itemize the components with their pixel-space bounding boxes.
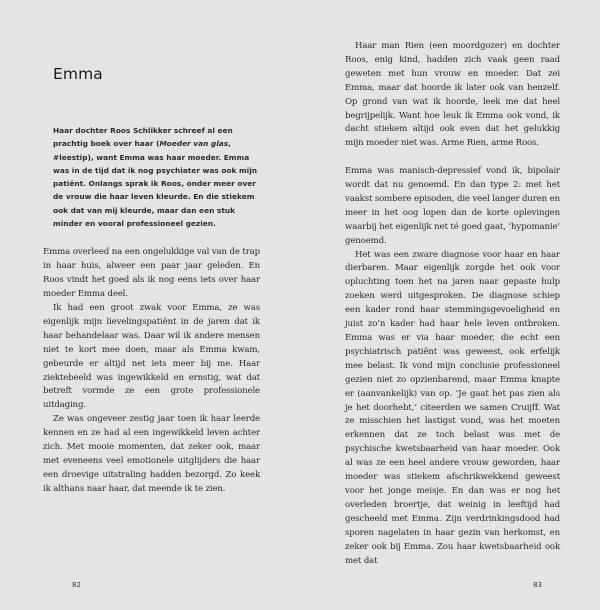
paragraph: Emma overleed na een ongelukkige val van de trap in haar huis, alweer een paar jaar geleden. En Roos vindt het goed als ik nog eens iets over haar moeder Emma deel. [43, 247, 260, 300]
paragraph: Haar man Rien (een moordgozer) en dochter Roos, enig kind, hadden zich vaak geen raad geweten met hun vrouw en moeder. Dat zei Emma, maar dat hoorde ik later ook van henzelf. Op grond van wat ik hoorde, leek me dat heel begrijpelijk. Want hoe leuk ik Emma ook vond, ik dacht stiekem altijd ook even dat het gelukkig mijn moeder niet was. Arme Rien, arme Roos. [345, 41, 560, 149]
chapter-title: Emma [53, 65, 103, 83]
paragraph: Het was een zware diagnose voor haar en haar dierbaren. Maar eigenlijk zorgde het ook voor opluchting toen het na jaren naar gepaste hulp zoeken werd uitgesproken. De diagnose schiep een kader rond haar stemmingsgevoeligheid en juist zo’n kader had haar hele leven ontbroken. Emma was er via haar moeder, die echt een psychiatrisch patiënt was geweest, ook erfelijk mee belast. Ik vond mijn conclusie professioneel gezien niet zo opzienbarend, maar Emma knapte er (aanvankelijk) van op. ‘Je gaat het pas zien als je het doorhebt,’ citeerden we samen Cruijff. Wat ze misschien het lastigst vond, was het moeten erkennen dat ze toch belast was met de psychische kwetsbaarheid van haar moeder. Ook al was ze een heel andere vrouw geworden, haar moeder was stiekem afschrikwekkend geweest voor het jonge meisje. En dan was er nog het overleden broertje, dat weinig in leeftijd had gescheeld met Emma. Zijn verdrinkingsdood had sporen nagelaten in haar gezin van herkomst, en zeker ook bij Emma. Zou haar kwetsbaarheid ook met dat [345, 249, 560, 566]
chapter-intro [53, 124, 260, 230]
right-page [300, 0, 600, 610]
page-spacer [43, 497, 260, 581]
right-body-text [345, 40, 560, 568]
page-number: 82 [72, 581, 81, 590]
paragraph: Emma was manisch-depressief vond ik, bipolair wordt dat nu genoemd. En dan type 2: met het vaakst sombere episoden, die veel langer duren en meer in het oog lopen dan de korte oplevingen waarbij het eigenlijk net té goed gaat, ‘hypomanie’ genoemd. [345, 166, 560, 246]
paragraph: Ik had een groot zwak voor Emma, ze was eigenlijk mijn lievelingspatiënt in de jaren dat ik haar behandelaar was. Daar wil ik andere mensen niet te kort mee doen, maar als Emma kwam, gebeurde er altijd net iets meer bij me. Haar ziektebeeld was ingewikkeld en ernstig, wat dat betreft vormde ze een grote professionele uitdaging. [43, 303, 260, 411]
left-body-text [43, 246, 260, 496]
intro-text-1: Haar dochter Roos Schlikker schreef al een prachtig boek over haar ( [53, 126, 233, 149]
intro-text-2: , #leestip), want Emma was haar moeder. Emma was in de tijd dat ik nog psychiater was ook mijn patiënt. Onlangs sprak ik Roos, onder meer over de vrouw die haar leven kleurde. En die stiekem ook dat van mij kleurde, maar dan een stuk minder en vooral professioneel gezien. [53, 139, 257, 229]
paragraph: Ze was ongeveer zestig jaar toen ik haar leerde kennen en ze had al een ingewikkeld leven achter zich. Met mooie momenten, dat zeker ook, maar met eveneens veel emotionele uitglijders die haar een droevige uitstraling hadden bezorgd. Zo keek ik althans naar haar, dat meende ik te zien. [43, 414, 260, 494]
page-number: 83 [533, 581, 542, 590]
page-spacer [345, 568, 560, 580]
book-title-reference: Moeder van glas [159, 139, 229, 149]
